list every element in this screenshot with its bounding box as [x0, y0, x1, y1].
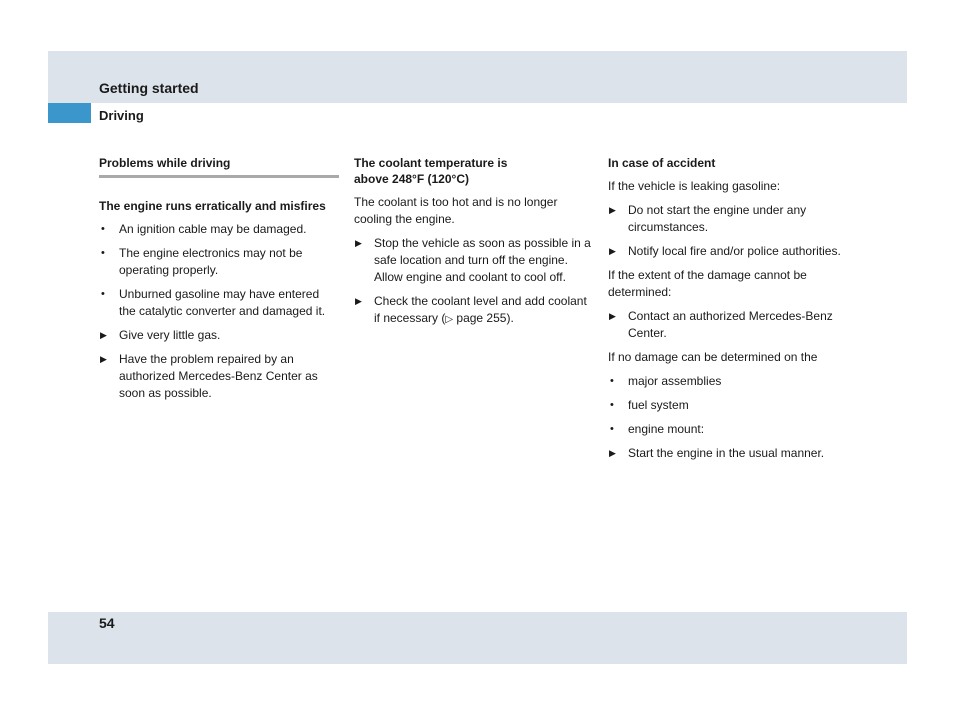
list-item-text: The engine electronics may not be operating properly.: [119, 246, 303, 277]
list-item-text: Notify local fire and/or police authorities.: [628, 244, 841, 258]
subheading: The engine runs erratically and misfires: [99, 199, 326, 213]
list-item: [608, 308, 853, 342]
list-item-text: Have the problem repaired by an authorized Mercedes-Benz Center as soon as possible.: [119, 352, 318, 400]
bullet-icon: •: [101, 288, 105, 300]
intro-text: If the extent of the damage cannot be determined:: [608, 268, 807, 299]
bullet-icon: •: [610, 399, 614, 411]
list-item-text: Stop the vehicle as soon as possible in a safe location and turn off the engine. Allow engine and coolant to cool off.: [374, 236, 591, 284]
list-item-text: An ignition cable may be damaged.: [119, 222, 307, 236]
column-in-case-of-accident: [608, 155, 853, 469]
list-item: [99, 286, 339, 320]
list-item-text: Do not start the engine under any circumstances.: [628, 203, 807, 234]
list-item: [99, 245, 339, 279]
column-heading: Problems while driving: [99, 155, 339, 178]
list-item: [608, 421, 853, 438]
intro-text: If the vehicle is leaking gasoline:: [608, 179, 781, 193]
step-arrow-icon: ▶: [609, 246, 616, 256]
column-heading-line1: The coolant temperature is: [354, 156, 508, 170]
list-item-text: major assemblies: [628, 374, 722, 388]
step-arrow-icon: ▶: [609, 448, 616, 458]
item-list: [354, 235, 594, 286]
list-item-text: Check the coolant level and add coolant if necessary (▷ page 255).: [374, 294, 587, 325]
column-heading-line2: above 248°F (120°C): [354, 172, 469, 186]
bullet-icon: •: [101, 223, 105, 235]
list-item: [354, 235, 594, 286]
list-item-text: Give very little gas.: [119, 328, 221, 342]
list-item: [99, 351, 339, 402]
bullet-icon: •: [610, 375, 614, 387]
page-reference-icon: ▷: [445, 314, 454, 325]
section-title: Getting started: [99, 80, 199, 96]
list-item-text: fuel system: [628, 398, 689, 412]
list-item: [608, 373, 853, 390]
footer-band: [48, 612, 907, 664]
list-item: [608, 243, 853, 260]
section-tab-marker: [48, 103, 91, 123]
list-item: [99, 221, 339, 238]
list-item: [608, 202, 853, 236]
step-arrow-icon: ▶: [609, 311, 616, 321]
column-coolant-temperature: [354, 155, 594, 335]
column-heading: In case of accident: [608, 156, 716, 170]
list-item-text: engine mount:: [628, 422, 705, 436]
item-list: [99, 221, 339, 402]
list-item: [608, 397, 853, 414]
list-item-text: Contact an authorized Mercedes-Benz Center.: [628, 309, 833, 340]
item-list: [608, 373, 853, 462]
column-problems-while-driving: [99, 155, 339, 409]
list-item: [99, 327, 339, 344]
intro-text: The coolant is too hot and is no longer cooling the engine.: [354, 195, 558, 226]
step-arrow-icon: ▶: [100, 354, 107, 364]
intro-text: If no damage can be determined on the: [608, 350, 818, 364]
bullet-icon: •: [610, 423, 614, 435]
item-list: [608, 308, 853, 342]
step-arrow-icon: ▶: [355, 296, 362, 306]
list-item-text: Start the engine in the usual manner.: [628, 446, 825, 460]
step-arrow-icon: ▶: [609, 205, 616, 215]
subsection-title: Driving: [99, 108, 144, 123]
item-list: [608, 202, 853, 260]
list-item: [354, 293, 594, 328]
step-arrow-icon: ▶: [355, 238, 362, 248]
list-item: [608, 445, 853, 462]
bullet-icon: •: [101, 247, 105, 259]
page-number: 54: [99, 615, 115, 631]
step-arrow-icon: ▶: [100, 330, 107, 340]
list-item-text: Unburned gasoline may have entered the catalytic converter and damaged it.: [119, 287, 326, 318]
